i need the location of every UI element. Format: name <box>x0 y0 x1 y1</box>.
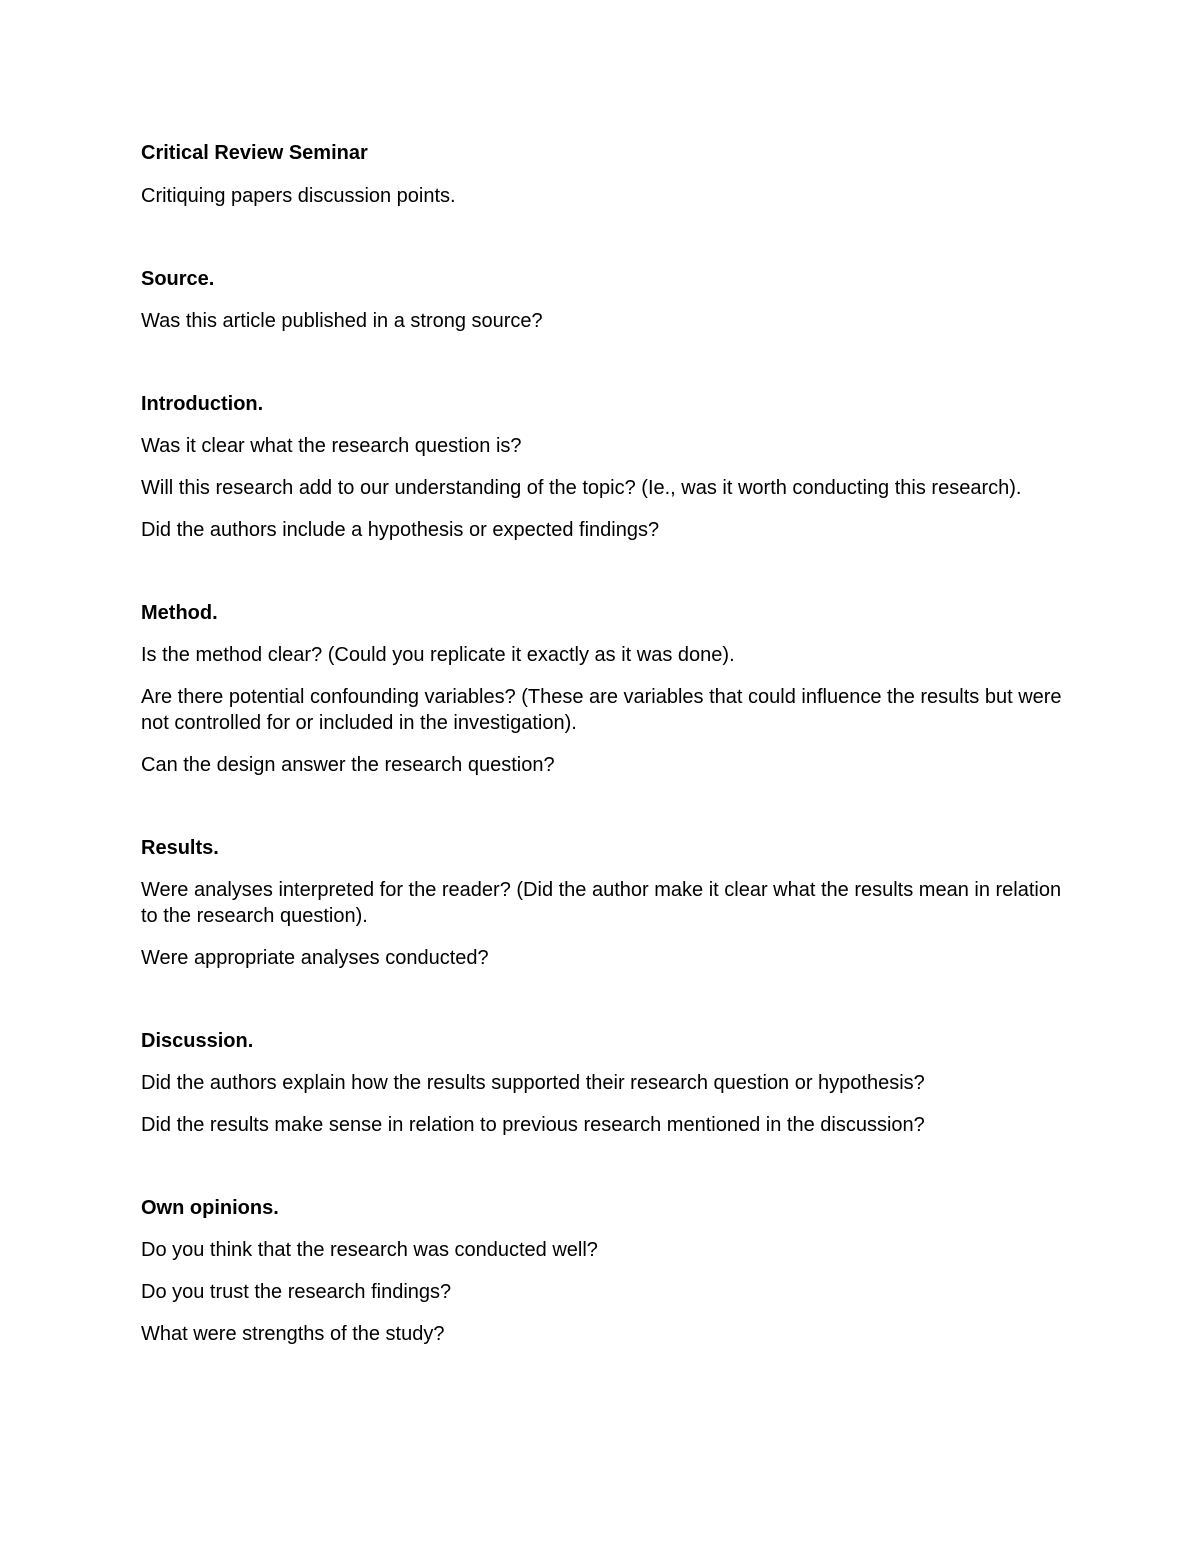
section-heading: Results. <box>141 837 219 859</box>
section-heading: Method. <box>141 602 218 624</box>
question-item: Are there potential confounding variables? (These are variables that could influence the results but were not controlled for or included in the investigation). <box>141 686 1062 734</box>
section-source <box>141 266 1066 334</box>
question-item: Can the design answer the research question? <box>141 754 555 776</box>
document-subtitle: Critiquing papers discussion points. <box>141 185 456 207</box>
section-own-opinions <box>141 1195 1066 1347</box>
section-results <box>141 835 1066 971</box>
question-item: Did the authors explain how the results supported their research question or hypothesis? <box>141 1072 925 1094</box>
question-item: Will this research add to our understanding of the topic? (Ie., was it worth conducting this research). <box>141 477 1022 499</box>
document-title: Critical Review Seminar <box>141 142 368 164</box>
question-item: Were analyses interpreted for the reader? (Did the author make it clear what the results mean in relation to the research question). <box>141 879 1062 927</box>
question-item: Do you trust the research findings? <box>141 1281 452 1303</box>
question-item: Was it clear what the research question is? <box>141 435 522 457</box>
question-item: Were appropriate analyses conducted? <box>141 947 489 969</box>
question-item: Did the results make sense in relation to previous research mentioned in the discussion? <box>141 1114 925 1136</box>
section-method <box>141 600 1066 778</box>
section-heading: Source. <box>141 268 215 290</box>
section-heading: Introduction. <box>141 393 264 415</box>
question-item: Was this article published in a strong source? <box>141 310 543 332</box>
question-item: Did the authors include a hypothesis or expected findings? <box>141 519 660 541</box>
question-item: What were strengths of the study? <box>141 1323 445 1345</box>
section-heading: Discussion. <box>141 1030 254 1052</box>
section-introduction <box>141 391 1066 543</box>
question-item: Is the method clear? (Could you replicate it exactly as it was done). <box>141 644 735 666</box>
question-item: Do you think that the research was conducted well? <box>141 1239 598 1261</box>
document-body <box>141 140 1066 1347</box>
section-discussion <box>141 1028 1066 1138</box>
section-heading: Own opinions. <box>141 1197 279 1219</box>
